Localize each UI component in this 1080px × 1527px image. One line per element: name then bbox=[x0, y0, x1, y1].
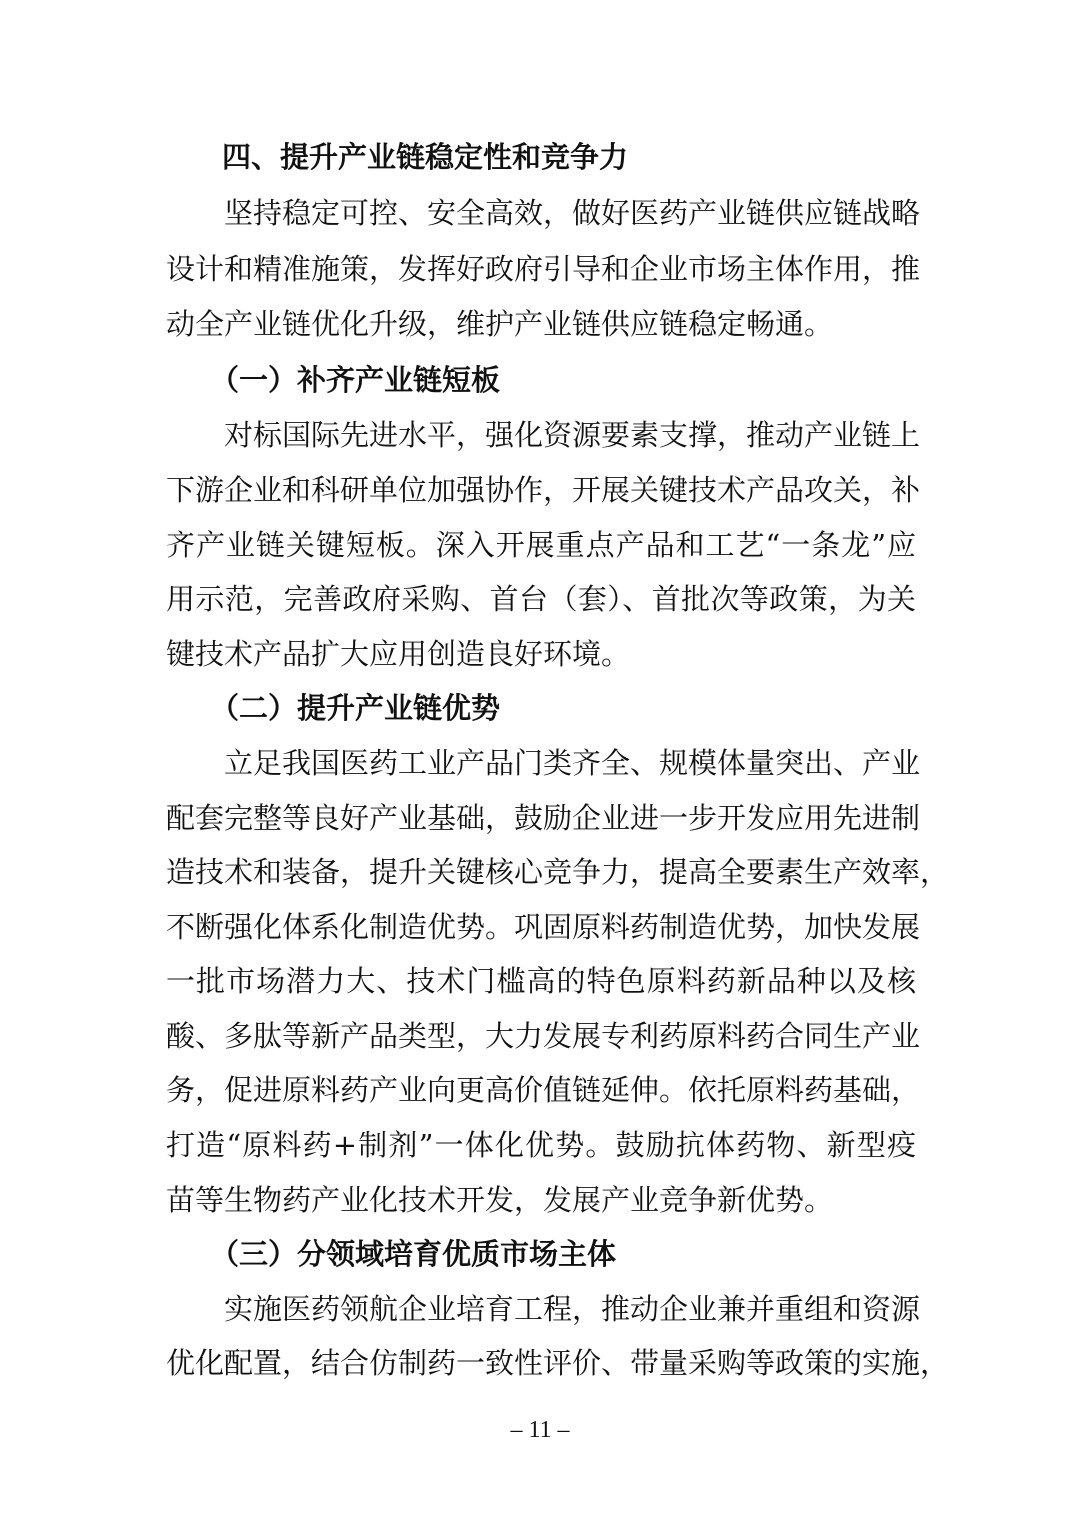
paragraph-line: 一批市场潜力大、技术门槛高的特色原料药新品种以及核 bbox=[166, 964, 916, 998]
page-number: – 11 – bbox=[510, 1417, 570, 1443]
paragraph-first-line: 实施医药领航企业培育工程，推动企业兼并重组和资源 bbox=[224, 1292, 921, 1326]
paragraph-last-line: 动全产业链优化升级，维护产业链供应链稳定畅通。 bbox=[166, 307, 834, 341]
paragraph-first-line: 立足我国医药工业产品门类齐全、规模体量突出、产业 bbox=[224, 746, 921, 780]
paragraph-line: 设计和精准施策，发挥好政府引导和企业市场主体作用，推 bbox=[166, 252, 921, 286]
section-heading: 四、提升产业链稳定性和竞争力 bbox=[222, 140, 629, 174]
subsection-heading: （三）分领域培育优质市场主体 bbox=[210, 1237, 617, 1271]
paragraph-line: 用示范，完善政府采购、首台（套）、首批次等政策，为关 bbox=[166, 582, 916, 616]
paragraph-first-line: 对标国际先进水平，强化资源要素支撑，推动产业链上 bbox=[224, 418, 921, 452]
paragraph-line: 不断强化体系化制造优势。巩固原料药制造优势，加快发展 bbox=[166, 910, 921, 944]
paragraph-line: 优化配置，结合仿制药一致性评价、带量采购等政策的实施， bbox=[166, 1346, 950, 1380]
paragraph-line: 下游企业和科研单位加强协作，开展关键技术产品攻关，补 bbox=[166, 473, 921, 507]
paragraph-last-line: 苗等生物药产业化技术开发，发展产业竞争新优势。 bbox=[166, 1183, 834, 1217]
subsection-heading: （二）提升产业链优势 bbox=[210, 691, 501, 725]
paragraph-line: 造技术和装备，提升关键核心竞争力，提高全要素生产效率， bbox=[166, 855, 950, 889]
paragraph-line: 酸、多肽等新产品类型，大力发展专利药原料药合同生产业 bbox=[166, 1019, 921, 1053]
paragraph-line: 打造“原料药+制剂”一体化优势。鼓励抗体药物、新型疫 bbox=[166, 1128, 916, 1162]
paragraph-last-line: 键技术产品扩大应用创造良好环境。 bbox=[166, 637, 631, 671]
paragraph-line: 务，促进原料药产业向更高价值链延伸。依托原料药基础， bbox=[166, 1073, 921, 1107]
subsection-heading: （一）补齐产业链短板 bbox=[210, 363, 501, 397]
paragraph-first-line: 坚持稳定可控、安全高效，做好医药产业链供应链战略 bbox=[224, 196, 921, 230]
paragraph-line: 配套完整等良好产业基础，鼓励企业进一步开发应用先进制 bbox=[166, 801, 921, 835]
paragraph-line: 齐产业链关键短板。深入开展重点产品和工艺“一条龙”应 bbox=[166, 528, 916, 562]
